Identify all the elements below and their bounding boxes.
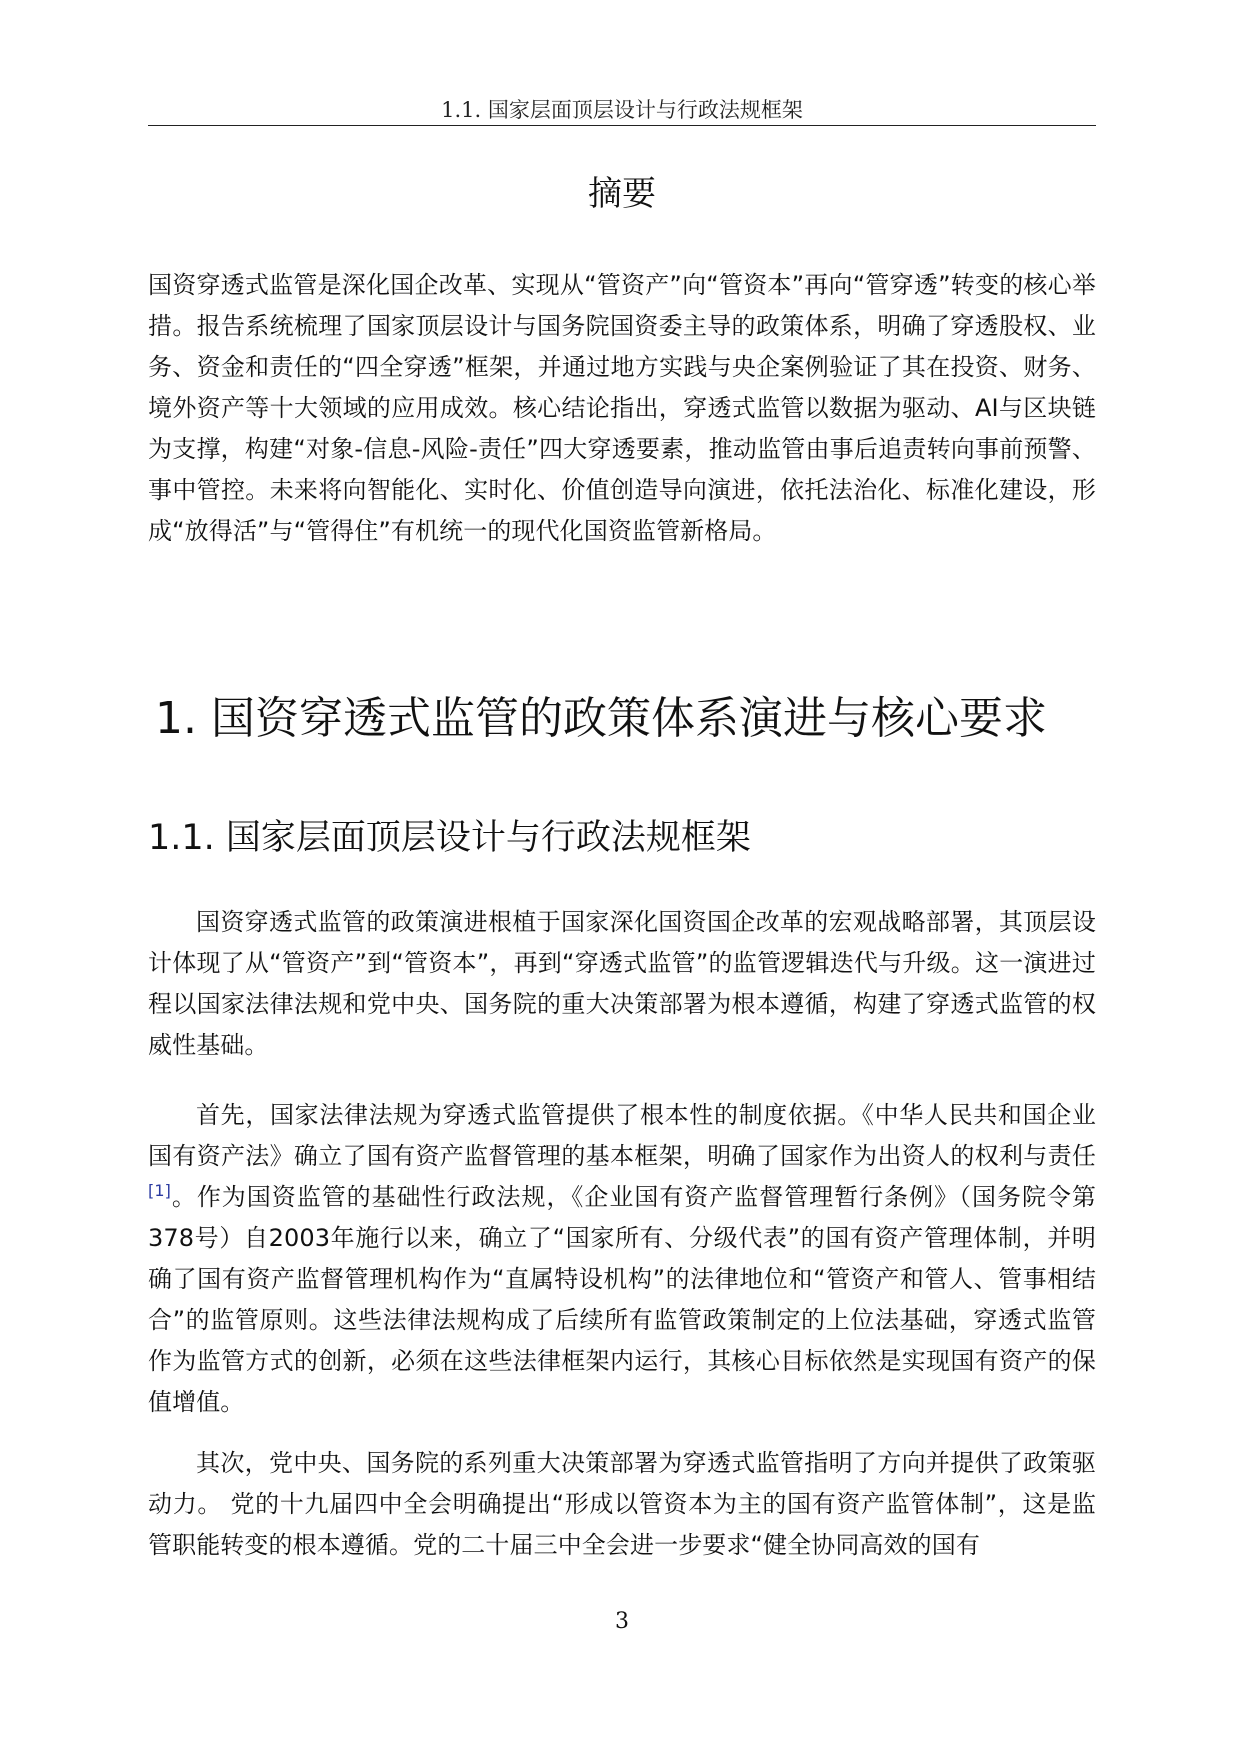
abstract-text: 国资穿透式监管是深化国企改革、实现从“管资产”向“管资本”再向“管穿透”转变的核心举措。报告系统梳理了国家顶层设计与国务院国资委主导的政策体系，明确了穿透股权、业务、资金和责任的“四全穿透”框架，并通过地方实践与央企案例验证了其在投资、财务、境外资产等十大领域的应用成效。核心结论指出，穿透式监管以数据为驱动、AI与区块链为支撑，构建“对象-信息-风险-责任”四大穿透要素，推动监管由事后追责转向事前预警、事中管控。未来将向智能化、实时化、价值创造导向演进，依托法治化、标准化建设，形成“放得活”与“管得住”有机统一的现代化国资监管新格局。 bbox=[148, 271, 1096, 545]
section-heading: 1. 国资穿透式监管的政策体系演进与核心要求 bbox=[155, 693, 1047, 744]
subsection-heading: 1.1. 国家层面顶层设计与行政法规框架 bbox=[148, 818, 751, 858]
paragraph-2-text-start: 首先，国家法律法规为穿透式监管提供了根本性的制度依据。《中华人民共和国企业国有资产法》确立了国有资产监督管理的基本框架，明确了国家作为出资人的权利与责任 bbox=[148, 1101, 1096, 1170]
paragraph-2-text-end: 。作为国资监管的基础性行政法规，《企业国有资产监督管理暂行条例》（国务院令第378号）自2003年施行以来，确立了“国家所有、分级代表”的国有资产管理体制，并明确了国有资产监督管理机构作为“直属特设机构”的法律地位和“管资产和管人、管事相结合”的监管原则。这些法律法规构成了后续所有监管政策制定的上位法基础，穿透式监管作为监管方式的创新，必须在这些法律框架内运行，其核心目标依然是实现国有资产的保值增值。 bbox=[148, 1183, 1096, 1416]
running-header: 1.1. 国家层面顶层设计与行政法规框架 bbox=[441, 98, 803, 122]
citation-link[interactable]: [1] bbox=[148, 1181, 171, 1200]
body-paragraph-2 bbox=[148, 1095, 1096, 1423]
body-paragraph-3: 其次，党中央、国务院的系列重大决策部署为穿透式监管指明了方向并提供了政策驱动力。 党的十九届四中全会明确提出“形成以管资本为主的国有资产监管体制”，这是监管职能转变的根本遵循。党的二十届三中全会进一步要求“健全协同高效的国有 bbox=[148, 1449, 1096, 1559]
abstract-title: 摘要 bbox=[588, 174, 656, 214]
page-number: 3 bbox=[615, 1609, 629, 1634]
header-rule bbox=[148, 125, 1096, 126]
body-paragraph-1: 国资穿透式监管的政策演进根植于国家深化国资国企改革的宏观战略部署，其顶层设计体现了从“管资产”到“管资本”，再到“穿透式监管”的监管逻辑迭代与升级。这一演进过程以国家法律法规和党中央、国务院的重大决策部署为根本遵循，构建了穿透式监管的权威性基础。 bbox=[148, 908, 1096, 1059]
